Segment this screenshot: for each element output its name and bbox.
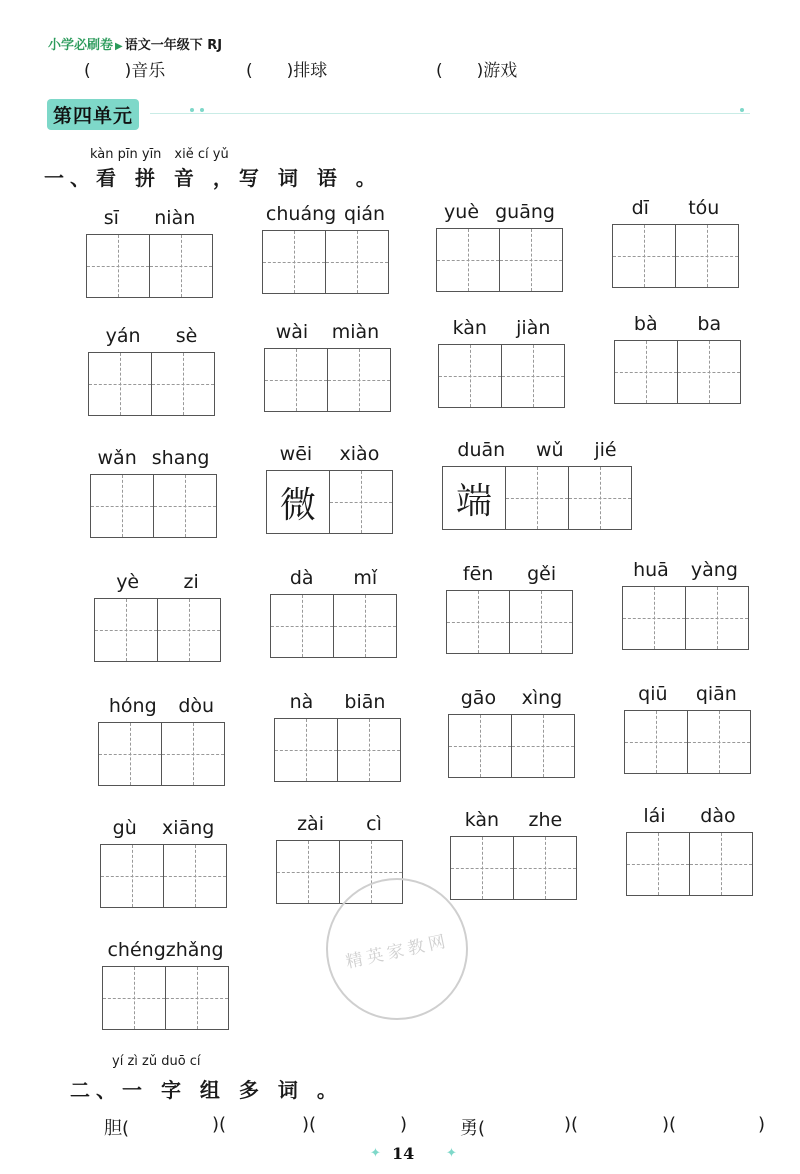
writing-cell[interactable] bbox=[86, 234, 150, 298]
pinyin-syllable: yuè bbox=[444, 201, 480, 223]
writing-cell[interactable] bbox=[446, 590, 510, 654]
pinyin-syllable: qiān bbox=[695, 683, 737, 705]
tianzige-grid bbox=[436, 228, 563, 292]
writing-cell[interactable] bbox=[685, 586, 749, 650]
pinyin-syllable: wēi bbox=[279, 443, 313, 465]
pinyin-syllable: jiàn bbox=[516, 317, 551, 339]
writing-cell[interactable] bbox=[499, 228, 563, 292]
tianzige-grid bbox=[448, 714, 575, 778]
pinyin-syllable: chéngzhǎng bbox=[107, 939, 224, 961]
pinyin-syllable: xìng bbox=[521, 687, 563, 709]
pinyin-syllable: cì bbox=[366, 813, 382, 835]
cell-character bbox=[686, 587, 748, 649]
subject-label: 语文一年级下 RJ bbox=[124, 38, 223, 53]
pinyin-syllable: gù bbox=[112, 817, 137, 839]
tianzige-grid bbox=[266, 470, 393, 534]
cell-character bbox=[439, 345, 501, 407]
writing-cell[interactable] bbox=[163, 844, 227, 908]
pinyin-syllable: qiū bbox=[638, 683, 668, 705]
pinyin-syllable: gāo bbox=[460, 687, 497, 709]
pinyin-syllable: xiāng bbox=[162, 817, 215, 839]
tianzige-grid bbox=[622, 586, 749, 650]
writing-cell[interactable] bbox=[90, 474, 154, 538]
cell-character: 微 bbox=[267, 471, 329, 533]
writing-cell[interactable] bbox=[100, 844, 164, 908]
word-pinyin bbox=[274, 688, 401, 716]
fill-game: ( )游戏 bbox=[436, 61, 518, 81]
brand-label: 小学必刷卷 bbox=[48, 38, 114, 53]
section1-title: 一、看 拼 音 ，写 词 语 。 bbox=[44, 166, 382, 190]
writing-cell[interactable] bbox=[276, 840, 340, 904]
writing-cell[interactable] bbox=[88, 352, 152, 416]
writing-cell[interactable] bbox=[333, 594, 397, 658]
cell-character bbox=[338, 719, 400, 781]
pinyin-syllable: wǔ bbox=[535, 439, 564, 461]
cell-character bbox=[613, 225, 675, 287]
cell-character bbox=[449, 715, 511, 777]
tianzige-grid bbox=[94, 598, 221, 662]
cell-character bbox=[263, 231, 325, 293]
writing-cell[interactable] bbox=[102, 966, 166, 1030]
writing-cell[interactable] bbox=[509, 590, 573, 654]
pinyin-syllable: kàn bbox=[464, 809, 500, 831]
word-pinyin bbox=[94, 568, 221, 596]
section2-pinyin: yí zì zǔ duō cí bbox=[112, 1054, 201, 1069]
pinyin-syllable: sī bbox=[103, 207, 119, 229]
watermark-stamp: 精英家教网 bbox=[313, 865, 481, 1033]
pinyin-syllable: dà bbox=[289, 567, 314, 589]
cell-character bbox=[625, 711, 687, 773]
pinyin-syllable: duān bbox=[457, 439, 506, 461]
tianzige-grid bbox=[262, 230, 389, 294]
pinyin-syllable: lái bbox=[643, 805, 666, 827]
cell-character bbox=[334, 595, 396, 657]
writing-cell[interactable] bbox=[149, 234, 213, 298]
writing-cell[interactable] bbox=[626, 832, 690, 896]
word-pinyin bbox=[102, 936, 229, 964]
pinyin-syllable: yán bbox=[105, 325, 141, 347]
cell-character: 端 bbox=[443, 467, 505, 529]
word-pinyin bbox=[450, 806, 577, 834]
pinyin-syllable: guāng bbox=[495, 201, 555, 223]
writing-cell[interactable] bbox=[677, 340, 741, 404]
word-pinyin bbox=[88, 322, 215, 350]
pinyin-syllable: yè bbox=[116, 571, 140, 593]
fill-dan-4: ) bbox=[400, 1114, 408, 1135]
tianzige-grid bbox=[438, 344, 565, 408]
word-pinyin bbox=[98, 692, 225, 720]
cell-character bbox=[152, 353, 214, 415]
tianzige-grid bbox=[102, 966, 229, 1030]
star-icon: ✦ bbox=[370, 1146, 381, 1161]
pinyin-syllable: bà bbox=[633, 313, 658, 335]
cell-character bbox=[166, 967, 228, 1029]
page-header bbox=[48, 34, 222, 53]
triangle-arrow-icon: ▶ bbox=[115, 41, 123, 52]
pinyin-syllable: xiào bbox=[339, 443, 380, 465]
cell-character bbox=[326, 231, 388, 293]
cell-character bbox=[510, 591, 572, 653]
word-pinyin bbox=[614, 310, 741, 338]
tianzige-grid bbox=[264, 348, 391, 412]
word-pinyin bbox=[622, 556, 749, 584]
cell-character bbox=[277, 841, 339, 903]
writing-cell[interactable] bbox=[438, 344, 502, 408]
top-fill-row bbox=[0, 56, 800, 82]
word-pinyin bbox=[266, 440, 393, 468]
writing-cell[interactable] bbox=[624, 710, 688, 774]
cell-character bbox=[627, 833, 689, 895]
writing-cell[interactable] bbox=[501, 344, 565, 408]
decor-dot-icon bbox=[200, 108, 204, 112]
writing-cell[interactable] bbox=[264, 348, 328, 412]
writing-cell[interactable] bbox=[689, 832, 753, 896]
tianzige-grid bbox=[98, 722, 225, 786]
pinyin-syllable: zhe bbox=[528, 809, 563, 831]
cell-character bbox=[437, 229, 499, 291]
writing-cell[interactable] bbox=[568, 466, 632, 530]
writing-cell[interactable] bbox=[151, 352, 215, 416]
cell-character bbox=[95, 599, 157, 661]
cell-character bbox=[514, 837, 576, 899]
word-pinyin bbox=[442, 436, 632, 464]
fill-dan-2: )( bbox=[212, 1114, 227, 1135]
writing-cell[interactable] bbox=[614, 340, 678, 404]
word-pinyin bbox=[612, 194, 739, 222]
writing-cell[interactable] bbox=[165, 966, 229, 1030]
cell-character bbox=[451, 837, 513, 899]
writing-cell[interactable] bbox=[511, 714, 575, 778]
cell-character bbox=[89, 353, 151, 415]
pinyin-syllable: hóng bbox=[108, 695, 157, 717]
tianzige-grid bbox=[274, 718, 401, 782]
fill-music: ( )音乐 bbox=[84, 61, 166, 81]
cell-character bbox=[265, 349, 327, 411]
pinyin-syllable: dòu bbox=[178, 695, 215, 717]
decor-dot-icon bbox=[190, 108, 194, 112]
writing-cell[interactable] bbox=[687, 710, 751, 774]
cell-character bbox=[154, 475, 216, 537]
tianzige-grid bbox=[276, 840, 403, 904]
star-icon: ✦ bbox=[446, 1146, 457, 1161]
pinyin-syllable: fēn bbox=[462, 563, 494, 585]
writing-cell[interactable] bbox=[161, 722, 225, 786]
bottom-fill-row bbox=[0, 1114, 800, 1142]
pinyin-syllable: shang bbox=[151, 447, 210, 469]
tianzige-grid bbox=[100, 844, 227, 908]
word-pinyin bbox=[448, 684, 575, 712]
writing-cell[interactable] bbox=[327, 348, 391, 412]
writing-cell[interactable] bbox=[266, 470, 330, 534]
word-pinyin bbox=[100, 814, 227, 842]
word-pinyin bbox=[436, 198, 563, 226]
cell-character bbox=[676, 225, 738, 287]
cell-character bbox=[678, 341, 740, 403]
pinyin-syllable: biān bbox=[344, 691, 386, 713]
writing-cell[interactable] bbox=[436, 228, 500, 292]
pinyin-syllable: jié bbox=[594, 439, 617, 461]
pinyin-syllable: tóu bbox=[688, 197, 720, 219]
cell-character bbox=[447, 591, 509, 653]
cell-character bbox=[158, 599, 220, 661]
tianzige-grid bbox=[90, 474, 217, 538]
fill-dan-1: 胆( bbox=[104, 1118, 130, 1139]
tianzige-grid bbox=[614, 340, 741, 404]
pinyin-syllable: ba bbox=[697, 313, 722, 335]
fill-volleyball: ( )排球 bbox=[246, 61, 328, 81]
section2-title: 二、一 字 组 多 词 。 bbox=[70, 1078, 343, 1102]
pinyin-syllable: chuáng bbox=[265, 203, 337, 225]
word-pinyin bbox=[624, 680, 751, 708]
tianzige-grid bbox=[88, 352, 215, 416]
writing-cell[interactable] bbox=[270, 594, 334, 658]
fill-yong-4: ) bbox=[758, 1114, 766, 1135]
writing-cell[interactable] bbox=[450, 836, 514, 900]
tianzige-grid bbox=[624, 710, 751, 774]
word-pinyin bbox=[626, 802, 753, 830]
cell-character bbox=[615, 341, 677, 403]
writing-cell[interactable] bbox=[442, 466, 506, 530]
pinyin-syllable: yàng bbox=[690, 559, 738, 581]
fill-yong-2: )( bbox=[564, 1114, 579, 1135]
unit-title: 第四单元 bbox=[47, 99, 139, 130]
word-pinyin bbox=[438, 314, 565, 342]
cell-character bbox=[91, 475, 153, 537]
pinyin-syllable: wài bbox=[275, 321, 309, 343]
word-pinyin bbox=[90, 444, 217, 472]
cell-character bbox=[150, 235, 212, 297]
writing-cell[interactable] bbox=[513, 836, 577, 900]
writing-cell[interactable] bbox=[329, 470, 393, 534]
decor-dot-icon bbox=[740, 108, 744, 112]
tianzige-grid bbox=[446, 590, 573, 654]
writing-cell[interactable] bbox=[675, 224, 739, 288]
cell-character bbox=[271, 595, 333, 657]
writing-cell[interactable] bbox=[153, 474, 217, 538]
word-pinyin bbox=[276, 810, 403, 838]
page-number: 14 bbox=[392, 1144, 415, 1163]
pinyin-syllable: qián bbox=[344, 203, 386, 225]
cell-character bbox=[690, 833, 752, 895]
cell-character bbox=[340, 841, 402, 903]
writing-cell[interactable] bbox=[98, 722, 162, 786]
tianzige-grid bbox=[612, 224, 739, 288]
tianzige-grid bbox=[450, 836, 577, 900]
word-pinyin bbox=[86, 204, 213, 232]
pinyin-syllable: miàn bbox=[331, 321, 380, 343]
cell-character bbox=[162, 723, 224, 785]
pinyin-syllable: zài bbox=[297, 813, 324, 835]
fill-yong-3: )( bbox=[662, 1114, 677, 1135]
writing-cell[interactable] bbox=[505, 466, 569, 530]
pinyin-syllable: kàn bbox=[452, 317, 487, 339]
cell-character bbox=[330, 471, 392, 533]
word-pinyin bbox=[270, 564, 397, 592]
cell-character bbox=[103, 967, 165, 1029]
pinyin-syllable: gěi bbox=[527, 563, 557, 585]
pinyin-syllable: dào bbox=[700, 805, 736, 827]
cell-character bbox=[502, 345, 564, 407]
pinyin-syllable: zi bbox=[183, 571, 199, 593]
pinyin-syllable: mǐ bbox=[353, 567, 378, 589]
cell-character bbox=[500, 229, 562, 291]
tianzige-grid bbox=[626, 832, 753, 896]
writing-cell[interactable] bbox=[448, 714, 512, 778]
writing-cell[interactable] bbox=[262, 230, 326, 294]
writing-cell[interactable] bbox=[94, 598, 158, 662]
cell-character bbox=[623, 587, 685, 649]
writing-cell[interactable] bbox=[325, 230, 389, 294]
section1-pinyin: kàn pīn yīn xiě cí yǔ bbox=[90, 147, 229, 162]
pinyin-syllable: niàn bbox=[154, 207, 196, 229]
fill-dan-3: )( bbox=[302, 1114, 317, 1135]
writing-cell[interactable] bbox=[339, 840, 403, 904]
tianzige-grid bbox=[442, 466, 632, 530]
word-pinyin bbox=[446, 560, 573, 588]
pinyin-syllable: nà bbox=[289, 691, 314, 713]
writing-cell[interactable] bbox=[622, 586, 686, 650]
fill-yong-1: 勇( bbox=[460, 1118, 486, 1139]
writing-cell[interactable] bbox=[274, 718, 338, 782]
pinyin-syllable: huā bbox=[633, 559, 669, 581]
cell-character bbox=[506, 467, 568, 529]
writing-cell[interactable] bbox=[337, 718, 401, 782]
writing-cell[interactable] bbox=[157, 598, 221, 662]
pinyin-syllable: wǎn bbox=[97, 447, 137, 469]
writing-cell[interactable] bbox=[612, 224, 676, 288]
cell-character bbox=[164, 845, 226, 907]
tianzige-grid bbox=[270, 594, 397, 658]
cell-character bbox=[87, 235, 149, 297]
pinyin-syllable: dī bbox=[631, 197, 649, 219]
cell-character bbox=[99, 723, 161, 785]
cell-character bbox=[688, 711, 750, 773]
cell-character bbox=[101, 845, 163, 907]
unit-divider bbox=[150, 113, 750, 114]
word-pinyin bbox=[262, 200, 389, 228]
cell-character bbox=[512, 715, 574, 777]
tianzige-grid bbox=[86, 234, 213, 298]
word-pinyin bbox=[264, 318, 391, 346]
cell-character bbox=[569, 467, 631, 529]
cell-character bbox=[328, 349, 390, 411]
pinyin-syllable: sè bbox=[175, 325, 198, 347]
cell-character bbox=[275, 719, 337, 781]
